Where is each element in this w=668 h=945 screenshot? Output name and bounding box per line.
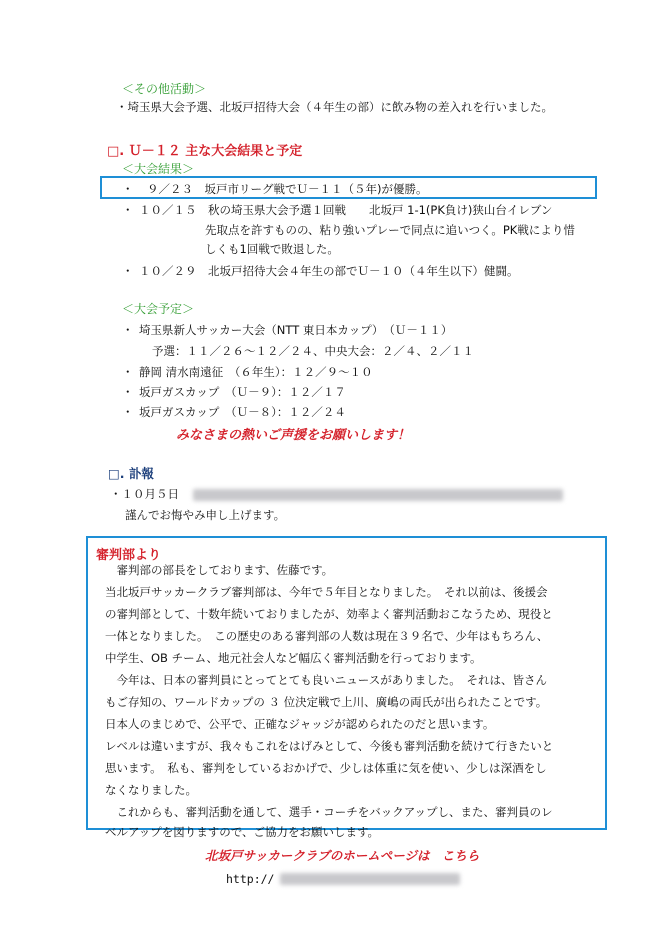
referee-paragraph-line: これからも、審判活動を通して、選手・コーチをバックアップし、また、審判員のレ: [105, 805, 553, 819]
referee-paragraph-line: もご存知の、ワールドカップの ３ 位決定戦で上川、廣嶋の両氏が出られたことです。: [105, 695, 548, 709]
referee-paragraph-line: 今年は、日本の審判員にとってとても良いニュースがありました。 それは、皆さん: [105, 673, 547, 687]
result-item-continuation: しくも1回戦で敗退した。: [205, 242, 339, 256]
schedule-item-detail: 予選：１１／２６～１２／２４、中央大会：２／４、２／１１: [152, 344, 474, 358]
referee-title: 審判部より: [96, 548, 162, 563]
referee-paragraph-line: 一体となりました。 この歴史のある審判部の人数は現在３９名で、少年はもちろん、: [105, 629, 549, 643]
schedule-item: ・ 静岡 清水南遠征 （６年生）：１２／９～１０: [122, 365, 373, 379]
redacted-url: [280, 873, 460, 885]
redacted-text: [193, 489, 563, 501]
schedule-item: ・ 坂戸ガスカップ （Ｕ－９）：１２／１７: [122, 385, 346, 399]
result-item: ・ １０／２９ 北坂戸招待大会４年生の部でＵ－１０（４年生以下）健闘。: [122, 264, 519, 278]
homepage-line: [205, 846, 479, 864]
referee-paragraph-line: 思います。 私も、審判をしているおかげで、少しは体重に気を使い、少しは深酒をし: [105, 761, 547, 775]
referee-paragraph-line: 中学生、OB チーム、地元社会人など幅広く審判活動を行っております。: [105, 651, 482, 665]
homepage-link[interactable]: こちら: [441, 848, 480, 863]
homepage-url[interactable]: http://: [226, 868, 460, 887]
other-activities-item: ・埼玉県大会予選、北坂戸招待大会（４年生の部）に飲み物の差入れを行いました。: [116, 100, 553, 114]
schedule-item: ・ 埼玉県新人サッカー大会（NTT 東日本カップ） （Ｕ－１１）: [122, 323, 453, 337]
results-heading: ＜大会結果＞: [122, 162, 195, 176]
obituary-condolence: 謹んでお悔やみ申し上げます。: [125, 508, 286, 522]
u12-section-title: □. Ｕ－１２ 主な大会結果と予定: [107, 144, 303, 159]
obituary-title: □. 訃報: [108, 466, 154, 481]
schedule-item: ・ 坂戸ガスカップ （Ｕ－８）：１２／２４: [122, 405, 346, 419]
referee-paragraph-line: 日本人のまじめで、公平で、正確なジャッジが認められたのだと思います。: [105, 717, 495, 731]
referee-paragraph-line: 審判部の部長をしております、佐藤です。: [105, 563, 334, 577]
referee-paragraph-line: ベルアップを図りますので、ご協力をお願いします。: [105, 825, 380, 839]
other-activities-heading: ＜その他活動＞: [122, 82, 207, 96]
referee-paragraph-line: の審判部として、十数年続いておりましたが、効率よく審判活動おこなうため、現役と: [105, 607, 553, 621]
result-item: ・ ９／２３ 坂戸市リーグ戦でＵ－１１（５年)が優勝。: [122, 182, 428, 196]
schedule-heading: ＜大会予定＞: [122, 302, 195, 316]
referee-paragraph-line: レベルは違いますが、我々もこれをはげみとして、今後も審判活動を続けて行きたいと: [105, 739, 554, 753]
homepage-text: 北坂戸サッカークラブのホームページは: [205, 848, 430, 863]
result-item: ・ １０／１５ 秋の埼玉県大会予選１回戦 北坂戸 1-1(PK負け)狭山台イレブン: [122, 203, 553, 217]
result-item-continuation: 先取点を許すものの、粘り強いプレーで同点に追いつく。PK戦により惜: [205, 223, 575, 237]
referee-paragraph-line: なくなりました。: [105, 783, 197, 797]
referee-paragraph-line: 当北坂戸サッカークラブ審判部は、今年で５年目となりました。 それ以前は、後援会: [105, 585, 548, 599]
obituary-line: ・１０月５日: [110, 486, 563, 502]
support-slogan: みなさまの熱いご声援をお願いします！: [176, 428, 411, 443]
